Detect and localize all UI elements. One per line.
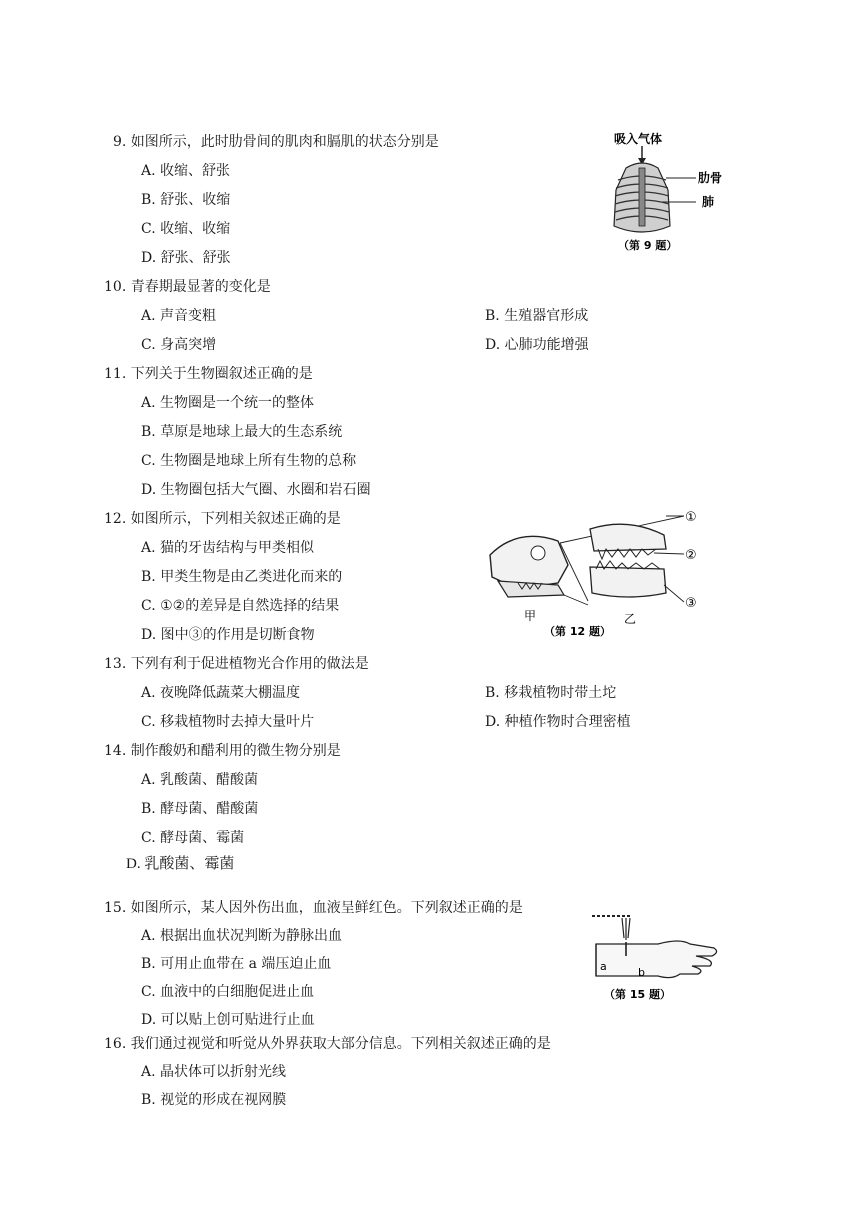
q12-mark-2: ② bbox=[685, 548, 697, 563]
q15-option-d: D. 可以贴上创可贴进行止血 bbox=[141, 1012, 315, 1028]
q11-option-b: B. 草原是地球上最大的生态系统 bbox=[141, 424, 343, 440]
q11-option-d: D. 生物圈包括大气圈、水圈和岩石圈 bbox=[141, 482, 371, 498]
q13-option-d: D. 种植作物时合理密植 bbox=[485, 714, 631, 730]
q12-skull-figure bbox=[478, 505, 708, 640]
q9-option-a: A. 收缩、舒张 bbox=[141, 163, 231, 179]
q9-option-c: C. 收缩、收缩 bbox=[141, 221, 231, 237]
q15-caption: （第 15 题） bbox=[604, 988, 671, 1001]
q14-option-d: D. 乳酸菌、霉菌 bbox=[126, 856, 235, 872]
q13-option-a: A. 夜晚降低蔬菜大棚温度 bbox=[141, 685, 301, 701]
q14-option-a: A. 乳酸菌、醋酸菌 bbox=[141, 772, 259, 788]
q15-stem: 15. 如图所示，某人因外伤出血，血液呈鲜红色。下列叙述正确的是 bbox=[104, 900, 523, 916]
q13-option-b: B. 移栽植物时带土坨 bbox=[485, 685, 617, 701]
q10-option-d: D. 心肺功能增强 bbox=[485, 337, 589, 353]
q15-option-b: B. 可用止血带在 a 端压迫止血 bbox=[141, 956, 332, 972]
q12-option-a: A. 猫的牙齿结构与甲类相似 bbox=[141, 540, 315, 556]
q12-mark-3: ③ bbox=[685, 596, 697, 611]
q15-arm-figure bbox=[588, 912, 722, 1006]
q14-option-b: B. 酵母菌、醋酸菌 bbox=[141, 801, 259, 817]
q12-option-c: C. ①②的差异是自然选择的结果 bbox=[141, 598, 340, 614]
q15-label-a: a bbox=[600, 960, 607, 973]
q10-option-b: B. 生殖器官形成 bbox=[485, 308, 589, 324]
q9-stem: 9. 如图所示，此时肋骨间的肌肉和膈肌的状态分别是 bbox=[113, 134, 439, 150]
q11-option-c: C. 生物圈是地球上所有生物的总称 bbox=[141, 453, 357, 469]
q13-option-c: C. 移栽植物时去掉大量叶片 bbox=[141, 714, 315, 730]
q16-option-b: B. 视觉的形成在视网膜 bbox=[141, 1092, 287, 1108]
q15-option-c: C. 血液中的白细胞促进止血 bbox=[141, 984, 315, 1000]
q10-option-a: A. 声音变粗 bbox=[141, 308, 217, 324]
q12-label-yi: 乙 bbox=[624, 612, 637, 626]
q12-option-b: B. 甲类生物是由乙类进化而来的 bbox=[141, 569, 343, 585]
q12-mark-1: ① bbox=[685, 510, 697, 525]
q9-ribcage-figure bbox=[596, 128, 736, 256]
q9-label-rib: 肋骨 bbox=[698, 171, 723, 185]
q16-option-a: A. 晶状体可以折射光线 bbox=[141, 1064, 287, 1080]
q14-option-c: C. 酵母菌、霉菌 bbox=[141, 830, 245, 846]
q9-option-b: B. 舒张、收缩 bbox=[141, 192, 231, 208]
q9-caption: （第 9 题） bbox=[618, 239, 678, 252]
q15-label-b: b bbox=[638, 966, 645, 979]
q14-stem: 14. 制作酸奶和醋利用的微生物分别是 bbox=[104, 743, 341, 759]
q12-stem: 12. 如图所示，下列相关叙述正确的是 bbox=[104, 511, 341, 527]
q12-caption: （第 12 题） bbox=[544, 625, 611, 638]
q10-option-c: C. 身高突增 bbox=[141, 337, 217, 353]
q16-stem: 16. 我们通过视觉和听觉从外界获取大部分信息。下列相关叙述正确的是 bbox=[104, 1036, 551, 1052]
q11-stem: 11. 下列关于生物圈叙述正确的是 bbox=[104, 366, 313, 382]
q12-option-d: D. 图中③的作用是切断食物 bbox=[141, 627, 315, 643]
q9-label-lung: 肺 bbox=[702, 195, 715, 209]
q12-label-jia: 甲 bbox=[524, 609, 537, 623]
q9-option-d: D. 舒张、舒张 bbox=[141, 250, 231, 266]
q10-stem: 10. 青春期最显著的变化是 bbox=[104, 279, 271, 295]
q13-stem: 13. 下列有利于促进植物光合作用的做法是 bbox=[104, 656, 369, 672]
q11-option-a: A. 生物圈是一个统一的整体 bbox=[141, 395, 315, 411]
q9-label-inhale: 吸入气体 bbox=[614, 132, 663, 146]
q15-option-a: A. 根据出血状况判断为静脉出血 bbox=[141, 928, 343, 944]
